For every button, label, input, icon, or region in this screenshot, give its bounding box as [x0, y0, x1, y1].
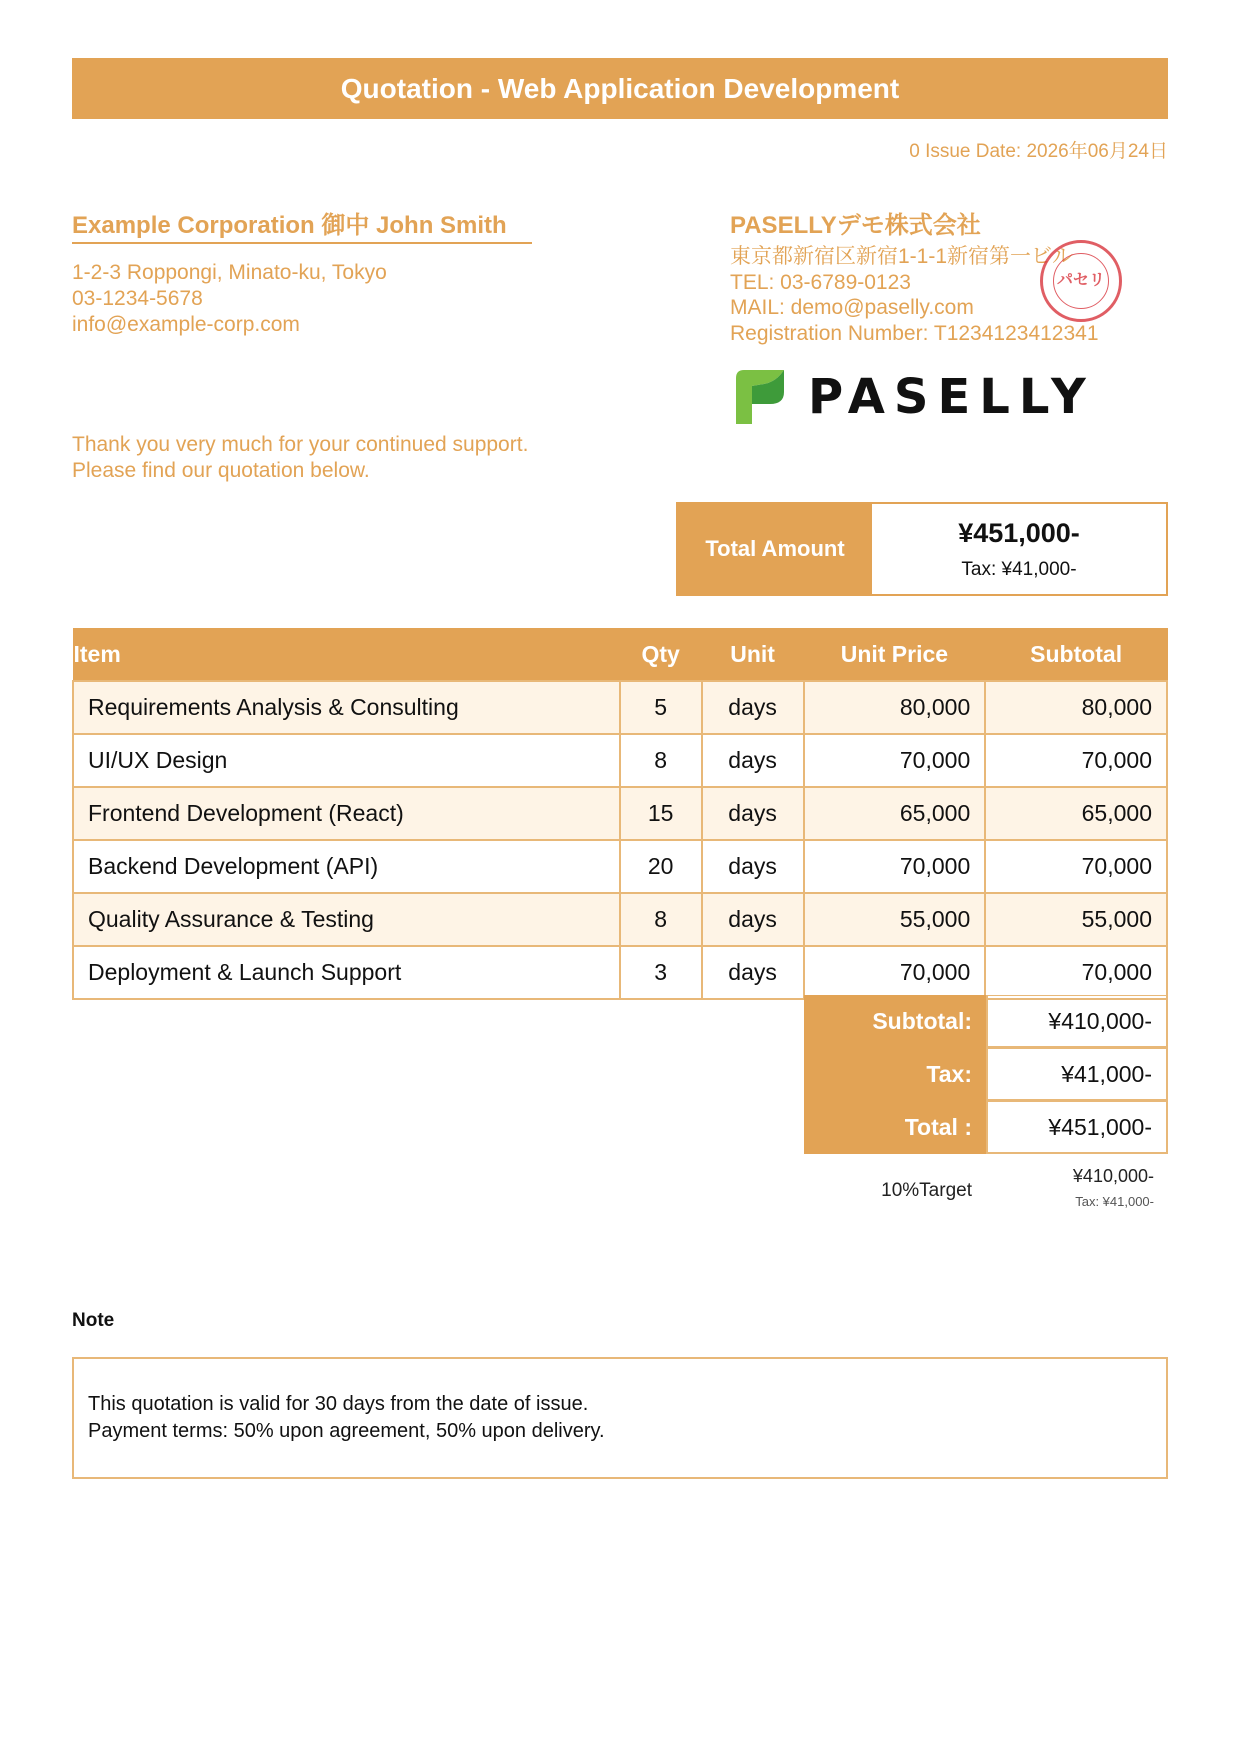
cell-unit: days [702, 946, 804, 999]
cell-unit-price: 70,000 [804, 734, 986, 787]
table-row [73, 893, 1167, 946]
cell-unit-price: 70,000 [804, 946, 986, 999]
header-qty: Qty [620, 629, 702, 681]
company-name: PASELLYデモ株式会社 [730, 212, 981, 239]
summary-subtotal-row [804, 995, 1168, 1048]
cell-subtotal: 55,000 [985, 893, 1167, 946]
cell-subtotal: 70,000 [985, 946, 1167, 999]
client-block [72, 212, 532, 338]
cell-item: Quality Assurance & Testing [73, 893, 620, 946]
total-amount-tax: Tax: ¥41,000- [961, 558, 1077, 580]
cell-unit: days [702, 893, 804, 946]
table-row [73, 734, 1167, 787]
tax-breakdown-tax: Tax: ¥41,000- [1075, 1194, 1154, 1209]
company-tel: TEL: 03-6789-0123 [730, 270, 911, 294]
logo-leaf-icon [730, 368, 790, 426]
cell-subtotal: 65,000 [985, 787, 1167, 840]
cell-unit: days [702, 840, 804, 893]
cell-unit: days [702, 787, 804, 840]
greeting [72, 432, 528, 484]
tax-breakdown [804, 1160, 1168, 1212]
summary-tax-row [804, 1048, 1168, 1101]
cell-qty: 3 [620, 946, 702, 999]
tax-breakdown-amount: ¥410,000- [1072, 1166, 1154, 1186]
cell-subtotal: 80,000 [985, 681, 1167, 734]
total-amount-values [872, 504, 1166, 594]
company-registration: Registration Number: T1234123412341 [730, 321, 1099, 345]
greeting-line-2: Please find our quotation below. [72, 459, 370, 482]
stamp-text: パセリ [1053, 253, 1109, 309]
summary-total-label: Total : [804, 1101, 986, 1154]
table-header-row [73, 629, 1167, 681]
cell-unit: days [702, 734, 804, 787]
table-row [73, 946, 1167, 999]
cell-qty: 8 [620, 893, 702, 946]
total-amount-value: ¥451,000- [958, 517, 1080, 548]
cell-unit: days [702, 681, 804, 734]
table-row [73, 787, 1167, 840]
cell-qty: 8 [620, 734, 702, 787]
cell-unit-price: 80,000 [804, 681, 986, 734]
header-item: Item [73, 629, 620, 681]
total-amount-box [676, 502, 1168, 596]
table-row [73, 681, 1167, 734]
client-contact [72, 260, 532, 338]
greeting-line-1: Thank you very much for your continued support. [72, 433, 529, 456]
cell-item: Deployment & Launch Support [73, 946, 620, 999]
cell-subtotal: 70,000 [985, 840, 1167, 893]
cell-unit-price: 65,000 [804, 787, 986, 840]
header-unit-price: Unit Price [804, 629, 986, 681]
header-subtotal: Subtotal [985, 629, 1167, 681]
client-email: info@example-corp.com [72, 313, 300, 336]
note-title: Note [72, 1310, 115, 1331]
table-row [73, 840, 1167, 893]
summary-tax-label: Tax: [804, 1048, 986, 1101]
summary-subtotal-label: Subtotal: [804, 995, 986, 1048]
logo-wordmark: PASELLY [808, 369, 1095, 425]
note-box [72, 1357, 1168, 1479]
summary-block [804, 995, 1168, 1154]
document-title: Quotation - Web Application Development [72, 58, 1168, 119]
cell-item: UI/UX Design [73, 734, 620, 787]
summary-total-value: ¥451,000- [986, 1101, 1168, 1154]
total-amount-label: Total Amount [678, 504, 872, 594]
cell-unit-price: 70,000 [804, 840, 986, 893]
cell-qty: 5 [620, 681, 702, 734]
issue-date: 0 Issue Date: 2026年06月24日 [909, 141, 1168, 162]
summary-tax-value: ¥41,000- [986, 1048, 1168, 1101]
cell-item: Frontend Development (React) [73, 787, 620, 840]
note-line-1: This quotation is valid for 30 days from the date of issue. [88, 1393, 589, 1415]
note-line-2: Payment terms: 50% upon agreement, 50% upon delivery. [88, 1420, 605, 1442]
cell-qty: 15 [620, 787, 702, 840]
cell-qty: 20 [620, 840, 702, 893]
header-unit: Unit [702, 629, 804, 681]
client-name: Example Corporation 御中 John Smith [72, 212, 532, 244]
cell-unit-price: 55,000 [804, 893, 986, 946]
client-phone: 03-1234-5678 [72, 287, 203, 310]
cell-item: Backend Development (API) [73, 840, 620, 893]
line-items-table [72, 628, 1168, 1000]
cell-subtotal: 70,000 [985, 734, 1167, 787]
company-logo [730, 368, 1095, 426]
tax-breakdown-label: 10%Target [881, 1180, 972, 1201]
cell-item: Requirements Analysis & Consulting [73, 681, 620, 734]
summary-subtotal-value: ¥410,000- [986, 995, 1168, 1048]
client-address: 1-2-3 Roppongi, Minato-ku, Tokyo [72, 261, 387, 284]
company-address: 東京都新宿区新宿1-1-1新宿第一ビル [730, 245, 1074, 268]
company-mail: MAIL: demo@paselly.com [730, 296, 974, 319]
summary-total-row [804, 1101, 1168, 1154]
company-seal-stamp [1040, 240, 1122, 322]
